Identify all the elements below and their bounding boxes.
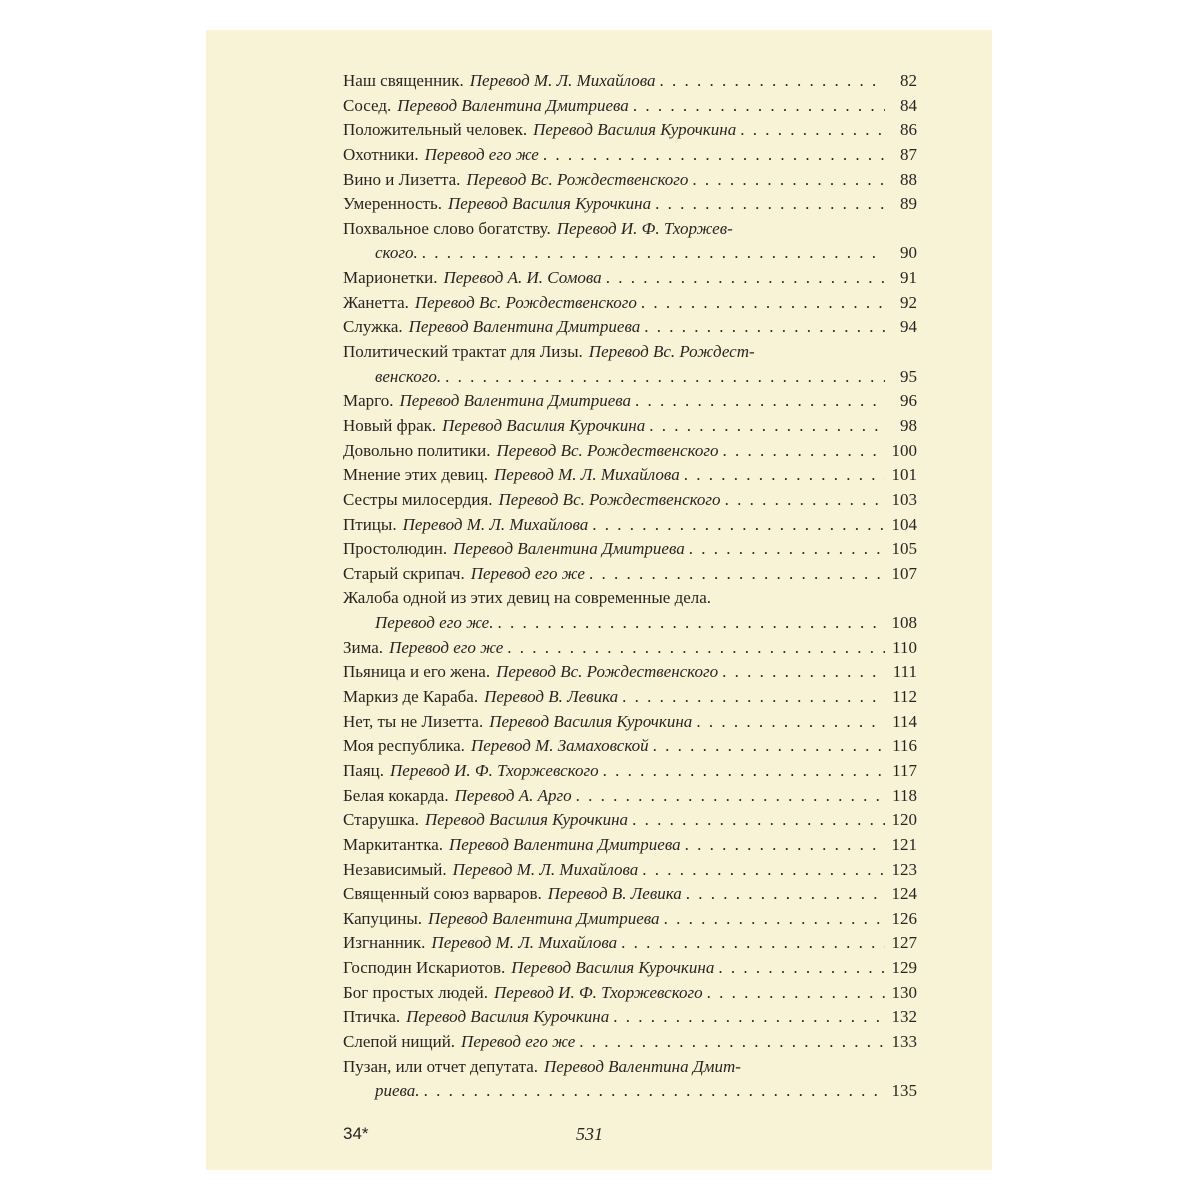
toc-entry-line — [343, 1030, 917, 1055]
toc-entry-line — [343, 931, 917, 956]
toc-leader-dots — [692, 168, 885, 193]
toc-entry — [343, 118, 917, 143]
toc-entry — [343, 217, 917, 266]
toc-entry-translator: Перевод его же — [389, 637, 504, 657]
toc-entry-page: 118 — [892, 785, 917, 805]
toc-entry-translator: Перевод Василия Курочкина — [511, 958, 715, 978]
toc-entry-line — [343, 389, 917, 414]
toc-entry-page: 129 — [891, 958, 917, 978]
toc-leader-dots — [606, 266, 885, 291]
toc-entry-title: Птицы. — [343, 514, 397, 534]
toc-entry — [343, 759, 917, 784]
toc-entry-line — [343, 833, 917, 858]
toc-entry-page: 121 — [891, 834, 917, 854]
toc-entry — [343, 858, 917, 883]
toc-entry-translator: Перевод Вс. Рождественского — [414, 292, 637, 312]
toc-entry-translator: Перевод Вс. Рождественского — [466, 169, 689, 189]
toc-entry-line — [343, 685, 917, 710]
toc-entry-page: 96 — [900, 391, 917, 411]
toc-entry — [343, 562, 917, 587]
toc-entry-page: 98 — [900, 415, 917, 435]
toc-leader-dots — [722, 660, 885, 685]
toc-leader-dots — [497, 611, 885, 636]
toc-entry-page: 101 — [891, 465, 917, 485]
toc-entry-title: Нет, ты не Лизетта. — [343, 711, 484, 731]
toc-entry-title: Охотники. — [343, 144, 419, 164]
toc-entry — [343, 1030, 917, 1055]
toc-entry-page: 108 — [891, 613, 917, 633]
toc-entry-translator: Перевод его же — [470, 563, 585, 583]
toc-entry-translator-continued: риева. — [375, 1081, 420, 1101]
toc-entry — [343, 956, 917, 981]
toc-entry-title: Сестры милосердия. — [343, 489, 493, 509]
toc-entry-title: Сосед. — [343, 95, 392, 115]
toc-entry-page: 100 — [891, 440, 917, 460]
toc-entry-translator: Перевод Валентина Дмитриева — [428, 908, 660, 928]
toc-leader-dots — [685, 833, 885, 858]
toc-leader-dots — [689, 537, 885, 562]
toc-entry-translator: Перевод его же — [461, 1031, 576, 1051]
toc-entry — [343, 439, 917, 464]
toc-entry-line — [343, 710, 917, 735]
toc-entry-translator: Перевод Валентина Дмит- — [544, 1056, 741, 1076]
toc-entry-title: Бог простых людей. — [343, 982, 489, 1002]
toc-entry-line — [343, 808, 917, 833]
toc-entry-continuation-line — [343, 611, 917, 636]
toc-leader-dots — [642, 858, 885, 883]
toc-entry — [343, 192, 917, 217]
toc-entry-page: 133 — [891, 1031, 917, 1051]
toc-entry-translator: Перевод Василия Курочкина — [424, 810, 629, 830]
toc-entry-line — [343, 340, 917, 365]
toc-entry-title: Вино и Лизетта. — [343, 169, 461, 189]
toc-entry-title: Политический трактат для Лизы. — [343, 342, 583, 362]
toc-entry-title: Пузан, или отчет депутата. — [343, 1056, 539, 1076]
toc-entry-title: Маркиз де Караба. — [343, 687, 479, 707]
toc-entry-translator: Перевод Валентина Дмитриева — [399, 391, 632, 411]
toc-entry — [343, 833, 917, 858]
toc-entry-line — [343, 315, 917, 340]
toc-leader-dots — [641, 291, 885, 316]
toc-entry-page: 114 — [892, 711, 917, 731]
toc-leader-dots — [543, 143, 885, 168]
toc-entry-line — [343, 562, 917, 587]
toc-leader-dots — [622, 685, 885, 710]
toc-entry-title: Простолюдин. — [343, 539, 448, 559]
toc-entry-translator: Перевод М. Л. Михайлова — [431, 933, 618, 953]
toc-entry-translator: Перевод В. Левика — [484, 687, 619, 707]
toc-entry-line — [343, 1055, 917, 1080]
toc-entry — [343, 685, 917, 710]
toc-entry-title: Независимый. — [343, 859, 447, 879]
toc-entry-title: Служка. — [343, 317, 403, 337]
toc-entry — [343, 734, 917, 759]
table-of-contents — [343, 69, 917, 1104]
toc-entry-title: Умеренность. — [343, 194, 442, 214]
toc-entry-translator: Перевод Василия Курочкина — [489, 711, 693, 731]
toc-leader-dots — [653, 734, 885, 759]
toc-entry-title: Маркитантка. — [343, 834, 444, 854]
toc-leader-dots — [592, 513, 885, 538]
toc-entry-page: 94 — [900, 317, 917, 337]
toc-leader-dots — [718, 956, 885, 981]
toc-entry-translator: Перевод его же — [424, 144, 539, 164]
toc-entry-page: 124 — [891, 884, 917, 904]
toc-entry-title: Зима. — [343, 637, 384, 657]
toc-entry — [343, 488, 917, 513]
toc-entry-title: Пьяница и его жена. — [343, 662, 491, 682]
toc-entry-translator-continued: ского. — [375, 243, 418, 263]
toc-entry-page: 104 — [891, 514, 917, 534]
toc-entry-page: 89 — [900, 194, 917, 214]
toc-entry-translator: Перевод Вс. Рождественского — [498, 489, 721, 509]
toc-entry-translator: Перевод Василия Курочкина — [442, 415, 646, 435]
toc-entry-line — [343, 266, 917, 291]
toc-entry — [343, 537, 917, 562]
toc-leader-dots — [740, 118, 885, 143]
toc-entry-line — [343, 759, 917, 784]
toc-entry-line — [343, 981, 917, 1006]
toc-entry-translator: Перевод В. Левика — [547, 884, 682, 904]
toc-entry-translator: Перевод И. Ф. Тхоржев- — [556, 218, 733, 238]
page-number: 531 — [576, 1124, 603, 1144]
toc-entry-page: 92 — [900, 292, 917, 312]
toc-entry — [343, 1055, 917, 1104]
toc-entry-title: Жалоба одной из этих девиц на современные дела. — [343, 588, 712, 608]
toc-entry — [343, 907, 917, 932]
toc-entry-page: 87 — [900, 144, 917, 164]
toc-entry — [343, 1005, 917, 1030]
toc-entry-page: 103 — [891, 489, 917, 509]
toc-entry — [343, 586, 917, 635]
toc-entry-line — [343, 784, 917, 809]
toc-entry-line — [343, 118, 917, 143]
toc-leader-dots — [635, 389, 885, 414]
toc-leader-dots — [632, 808, 885, 833]
toc-entry — [343, 266, 917, 291]
toc-entry-translator: Перевод И. Ф. Тхоржевского — [494, 982, 703, 1002]
toc-entry-page: 111 — [892, 662, 917, 682]
toc-entry — [343, 513, 917, 538]
toc-entry-line — [343, 69, 917, 94]
toc-entry-page: 135 — [891, 1081, 917, 1101]
toc-entry-title: Жанетта. — [343, 292, 409, 312]
toc-leader-dots — [422, 241, 885, 266]
toc-entry-page: 127 — [891, 933, 917, 953]
toc-entry-line — [343, 537, 917, 562]
toc-entry-translator: Перевод Василия Курочкина — [448, 194, 652, 214]
printer-signature-mark: 34* — [343, 1124, 369, 1143]
toc-entry-translator: Перевод М. Л. Михайлова — [469, 71, 656, 90]
toc-entry — [343, 389, 917, 414]
toc-entry-line — [343, 463, 917, 488]
toc-leader-dots — [644, 315, 885, 340]
toc-entry — [343, 94, 917, 119]
toc-leader-dots — [613, 1005, 885, 1030]
toc-entry-translator-continued: Перевод его же. — [375, 613, 494, 633]
toc-leader-dots — [649, 414, 885, 439]
toc-entry — [343, 315, 917, 340]
toc-entry-line — [343, 660, 917, 685]
toc-entry — [343, 340, 917, 389]
toc-entry — [343, 463, 917, 488]
toc-entry — [343, 882, 917, 907]
toc-leader-dots — [664, 907, 885, 932]
toc-leader-dots — [686, 882, 885, 907]
toc-entry-page: 105 — [891, 539, 917, 559]
toc-entry-page: 88 — [900, 169, 917, 189]
toc-entry — [343, 143, 917, 168]
toc-entry-title: Довольно политики. — [343, 440, 491, 460]
toc-entry-translator: Перевод М. Л. Михайлова — [402, 514, 589, 534]
toc-entry-page: 126 — [891, 908, 917, 928]
toc-leader-dots — [445, 365, 885, 390]
toc-entry-page: 132 — [891, 1007, 917, 1027]
toc-entry-title: Священный союз варваров. — [343, 884, 542, 904]
toc-entry-title: Марионетки. — [343, 268, 438, 288]
toc-entry-translator: Перевод Валентина Дмитриева — [408, 317, 641, 337]
toc-entry-page: 90 — [900, 243, 917, 263]
toc-entry-page: 123 — [891, 859, 917, 879]
toc-entry-title: Слепой нищий. — [343, 1031, 456, 1051]
toc-entry — [343, 168, 917, 193]
toc-entry — [343, 414, 917, 439]
toc-entry-line — [343, 439, 917, 464]
toc-leader-dots — [723, 439, 886, 464]
toc-entry-title: Положительный человек. — [343, 120, 528, 140]
toc-entry-page: 112 — [892, 687, 917, 707]
toc-entry-line — [343, 217, 917, 242]
toc-entry — [343, 69, 917, 94]
toc-entry — [343, 291, 917, 316]
toc-entry-title: Паяц. — [343, 760, 384, 780]
toc-entry-title: Новый фрак. — [343, 415, 437, 435]
toc-entry-translator: Перевод А. Арго — [454, 785, 572, 805]
toc-entry — [343, 660, 917, 685]
toc-leader-dots — [633, 94, 885, 119]
toc-entry-translator: Перевод И. Ф. Тхоржевского — [390, 760, 599, 780]
toc-entry — [343, 784, 917, 809]
toc-entry-line — [343, 94, 917, 119]
toc-entry-line — [343, 192, 917, 217]
toc-entry-translator: Перевод Вс. Рождественского — [496, 662, 719, 682]
toc-leader-dots — [684, 463, 885, 488]
toc-entry-line — [343, 1005, 917, 1030]
toc-entry-line — [343, 882, 917, 907]
toc-entry-line — [343, 586, 917, 611]
toc-leader-dots — [659, 69, 885, 94]
toc-entry-line — [343, 414, 917, 439]
toc-entry-title: Марго. — [343, 391, 394, 411]
toc-entry-translator: Перевод М. Л. Михайлова — [494, 465, 680, 485]
toc-entry-translator: Перевод Валентина Дмитриева — [453, 539, 685, 559]
toc-entry-page: 86 — [900, 120, 917, 140]
toc-entry-title: Старый скрипач. — [343, 563, 465, 583]
toc-entry-translator: Перевод Василия Курочкина — [406, 1007, 610, 1027]
toc-entry-translator: Перевод А. И. Сомова — [443, 268, 602, 288]
toc-entry — [343, 636, 917, 661]
toc-leader-dots — [507, 636, 885, 661]
toc-entry-continuation-line — [343, 1079, 917, 1104]
toc-leader-dots — [579, 1030, 885, 1055]
toc-entry-title: Капуцины. — [343, 908, 422, 928]
toc-entry-line — [343, 734, 917, 759]
toc-entry-translator: Перевод Василия Курочкина — [533, 120, 737, 140]
toc-entry-translator: Перевод Валентина Дмитриева — [449, 834, 681, 854]
toc-entry-line — [343, 488, 917, 513]
toc-entry-title: Птичка. — [343, 1007, 401, 1027]
toc-entry-line — [343, 143, 917, 168]
toc-entry-line — [343, 956, 917, 981]
toc-entry-line — [343, 636, 917, 661]
toc-entry-translator-continued: венского. — [375, 366, 442, 386]
toc-entry — [343, 931, 917, 956]
toc-entry-title: Старушка. — [343, 810, 419, 830]
toc-entry-page: 110 — [892, 637, 917, 657]
toc-entry-page: 95 — [900, 366, 917, 386]
toc-entry-title: Похвальное слово богатству. — [343, 218, 551, 238]
toc-entry — [343, 981, 917, 1006]
toc-entry-translator: Перевод М. Замаховской — [470, 736, 649, 756]
toc-leader-dots — [589, 562, 885, 587]
toc-entry-line — [343, 291, 917, 316]
toc-entry-translator: Перевод Валентина Дмитриева — [397, 95, 629, 115]
toc-leader-dots — [655, 192, 885, 217]
toc-entry-page: 82 — [900, 71, 917, 90]
toc-entry-title: Мнение этих девиц. — [343, 465, 488, 485]
toc-entry-title: Наш священник. — [343, 71, 464, 90]
toc-entry-translator: Перевод М. Л. Михайлова — [452, 859, 639, 879]
toc-leader-dots — [696, 710, 885, 735]
toc-leader-dots — [707, 981, 885, 1006]
toc-entry-page: 117 — [892, 760, 917, 780]
toc-leader-dots — [725, 488, 885, 513]
toc-entry-title: Моя республика. — [343, 736, 465, 756]
toc-entry-line — [343, 513, 917, 538]
toc-entry-translator: Перевод Вс. Рождественского — [496, 440, 719, 460]
toc-entry-line — [343, 907, 917, 932]
toc-entry-page: 116 — [892, 736, 917, 756]
toc-leader-dots — [424, 1079, 885, 1104]
toc-entry — [343, 710, 917, 735]
toc-entry-line — [343, 168, 917, 193]
toc-entry-page: 91 — [900, 268, 917, 288]
toc-entry-continuation-line — [343, 241, 917, 266]
toc-entry — [343, 808, 917, 833]
toc-entry-line — [343, 858, 917, 883]
toc-entry-title: Изгнанник. — [343, 933, 426, 953]
toc-entry-title: Господин Искариотов. — [343, 958, 506, 978]
toc-leader-dots — [576, 784, 885, 809]
toc-leader-dots — [603, 759, 885, 784]
toc-entry-page: 120 — [891, 810, 917, 830]
toc-leader-dots — [621, 931, 885, 956]
toc-entry-page: 130 — [891, 982, 917, 1002]
toc-entry-continuation-line — [343, 365, 917, 390]
toc-entry-page: 84 — [900, 95, 917, 115]
toc-entry-title: Белая кокарда. — [343, 785, 449, 805]
toc-entry-translator: Перевод Вс. Рождест- — [588, 342, 755, 362]
toc-entry-page: 107 — [891, 563, 917, 583]
